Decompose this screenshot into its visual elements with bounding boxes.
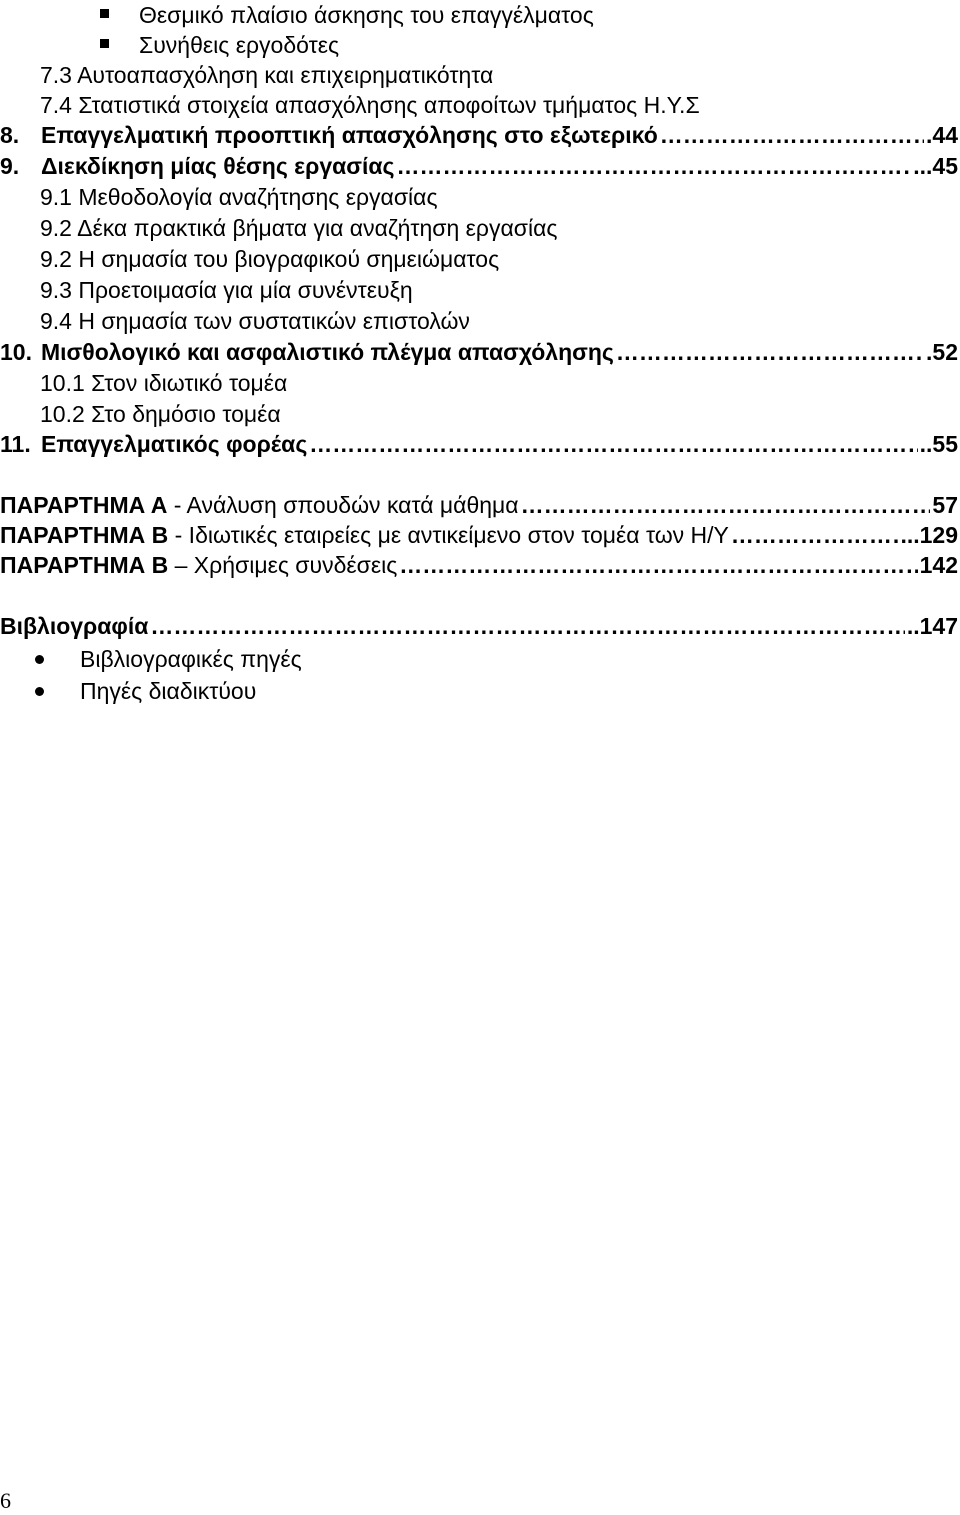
toc-bullet-text: Πηγές διαδικτύου: [80, 678, 257, 704]
toc-subentry: 10.1 Στον ιδιωτικό τομέα: [40, 370, 288, 396]
page-ref: 44: [932, 122, 958, 148]
toc-subentry: 9.2 Η σημασία του βιογραφικού σημειώματος: [40, 246, 500, 272]
toc-subentry: 7.3 Αυτοαπασχόληση και επιχειρηματικότητα: [40, 62, 494, 88]
toc-bullet-item: [0, 30, 960, 60]
page-ref: 147: [919, 613, 958, 639]
toc-appendix-b[interactable]: ΠΑΡΑΡΤΗΜΑ Β - Ιδιωτικές εταιρείες με αντικείμενο στον τομέα των Η/Υ …………………………………………………………………………………………………………………………………………………………………… ...129: [0, 520, 958, 550]
toc-bullet-text: Συνήθεις εργοδότες: [139, 32, 340, 58]
toc-subentry: 9.4 Η σημασία των συστατικών επιστολών: [40, 308, 470, 334]
round-bullet-icon: [35, 655, 44, 664]
page-ref: 52: [932, 339, 958, 365]
square-bullet-icon: [100, 9, 109, 18]
toc-bullet-item: [0, 644, 960, 674]
toc-subentry: 10.2 Στο δημόσιο τομέα: [40, 401, 281, 427]
page-ref: 129: [919, 522, 958, 548]
toc-chapter-10[interactable]: 10. Μισθολογικό και ασφαλιστικό πλέγμα απασχόλησης …………………………………………………………………………………………………………………………………………………………………… .52: [0, 337, 958, 367]
page-ref: 57: [932, 492, 958, 518]
toc-bullet-item: [0, 676, 960, 706]
toc-bullet-text: Βιβλιογραφικές πηγές: [80, 646, 302, 672]
toc-appendix-a[interactable]: ΠΑΡΑΡΤΗΜΑ Α - Ανάλυση σπουδών κατά μάθημα …………………………………………………………………………………………………………………………………………………………………… 57: [0, 490, 958, 520]
dot-leader: [150, 611, 904, 641]
dot-leader: [309, 429, 917, 459]
toc-subentry: 9.1 Μεθοδολογία αναζήτησης εργασίας: [40, 184, 438, 210]
page-number: 6: [0, 1488, 11, 1513]
square-bullet-icon: [100, 39, 109, 48]
toc-chapter-8[interactable]: 8. Επαγγελματική προοπτική απασχόλησης στο εξωτερικό …………………………………………………………………………………………………………………………………………………………………… .44: [0, 120, 958, 150]
dot-leader: [396, 151, 911, 181]
toc-bullet-text: Θεσμικό πλαίσιο άσκησης του επαγγέλματος: [139, 2, 594, 28]
toc-bullet-item: [0, 0, 960, 30]
dot-leader: [660, 120, 924, 150]
round-bullet-icon: [35, 687, 44, 696]
toc-subentry: 9.2 Δέκα πρακτικά βήματα για αναζήτηση εργασίας: [40, 215, 558, 241]
toc-bibliography[interactable]: Βιβλιογραφία …………………………………………………………………………………………………………………………………………………………………… ..147: [0, 611, 958, 641]
page-ref: 45: [932, 153, 958, 179]
toc-chapter-9[interactable]: 9. Διεκδίκηση μίας θέσης εργασίας …………………………………………………………………………………………………………………………………………………………………… ...45: [0, 151, 958, 181]
page-ref: 55: [932, 431, 958, 457]
dot-leader: [521, 490, 931, 520]
page-ref: 142: [919, 552, 958, 578]
toc-appendix-b-links[interactable]: ΠΑΡΑΡΤΗΜΑ Β – Χρήσιμες συνδέσεις …………………………………………………………………………………………………………………………………………………………………… 142: [0, 550, 958, 580]
toc-subentry: 9.3 Προετοιμασία για μία συνέντευξη: [40, 277, 413, 303]
toc-subentry: 7.4 Στατιστικά στοιχεία απασχόλησης αποφοίτων τμήματος Η.Υ.Σ: [40, 92, 700, 118]
dot-leader: [616, 337, 924, 367]
dot-leader: [731, 520, 899, 550]
dot-leader: [399, 550, 917, 580]
toc-chapter-11[interactable]: 11. Επαγγελματικός φορέας …………………………………………………………………………………………………………………………………………………………………… ..55: [0, 429, 958, 459]
